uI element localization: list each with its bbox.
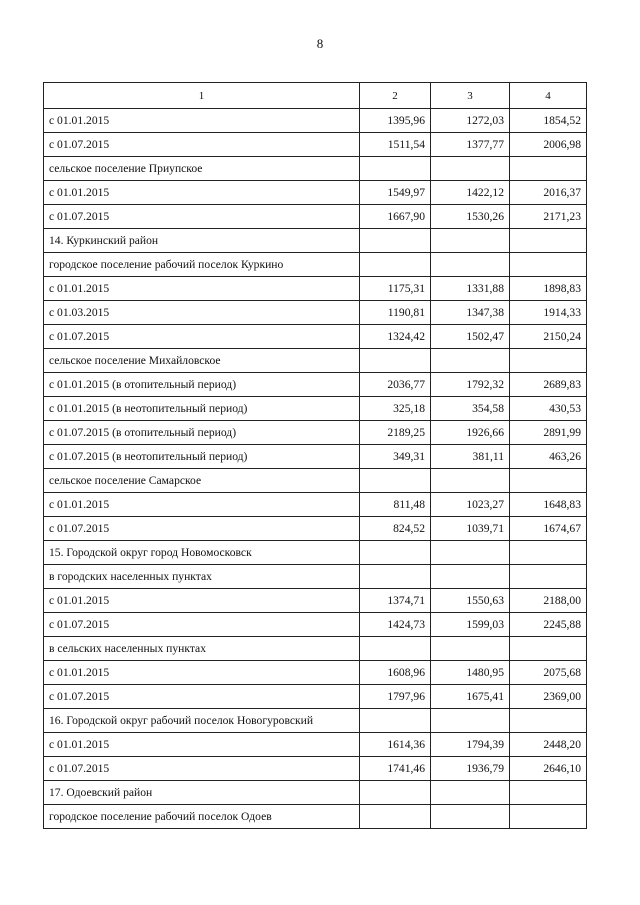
value-cell: 1599,03 (431, 613, 510, 637)
value-cell: 1854,52 (510, 109, 587, 133)
table-row (44, 637, 587, 661)
value-cell: 2016,37 (510, 181, 587, 205)
table-row (44, 181, 587, 205)
value-cell (510, 637, 587, 661)
row-label-cell: с 01.01.2015 (44, 733, 360, 757)
table-row (44, 781, 587, 805)
row-label-cell: с 01.07.2015 (44, 517, 360, 541)
value-cell (431, 253, 510, 277)
column-header: 1 (44, 83, 360, 109)
column-header: 4 (510, 83, 587, 109)
value-cell (431, 709, 510, 733)
value-cell (510, 469, 587, 493)
row-label-cell: с 01.01.2015 (44, 661, 360, 685)
value-cell: 1914,33 (510, 301, 587, 325)
value-cell (360, 805, 431, 829)
table-row (44, 157, 587, 181)
value-cell (431, 229, 510, 253)
row-label-cell: городское поселение рабочий поселок Одоев (44, 805, 360, 829)
row-label-cell: сельское поселение Михайловское (44, 349, 360, 373)
value-cell: 1549,97 (360, 181, 431, 205)
table-row (44, 205, 587, 229)
value-cell: 2448,20 (510, 733, 587, 757)
table-row (44, 325, 587, 349)
value-cell (360, 229, 431, 253)
row-label-cell: в сельских населенных пунктах (44, 637, 360, 661)
value-cell: 1797,96 (360, 685, 431, 709)
table-row (44, 757, 587, 781)
value-cell: 1926,66 (431, 421, 510, 445)
row-label-cell: с 01.07.2015 (44, 205, 360, 229)
value-cell (510, 781, 587, 805)
column-header: 3 (431, 83, 510, 109)
value-cell: 2646,10 (510, 757, 587, 781)
value-cell: 1511,54 (360, 133, 431, 157)
value-cell (360, 157, 431, 181)
value-cell: 1422,12 (431, 181, 510, 205)
value-cell (510, 565, 587, 589)
value-cell (510, 541, 587, 565)
value-cell: 1614,36 (360, 733, 431, 757)
value-cell: 1741,46 (360, 757, 431, 781)
row-label-cell: с 01.03.2015 (44, 301, 360, 325)
value-cell: 1023,27 (431, 493, 510, 517)
row-label-cell: 15. Городской округ город Новомосковск (44, 541, 360, 565)
value-cell (360, 253, 431, 277)
value-cell: 1608,96 (360, 661, 431, 685)
value-cell: 1675,41 (431, 685, 510, 709)
value-cell (360, 709, 431, 733)
value-cell: 811,48 (360, 493, 431, 517)
table-row (44, 613, 587, 637)
value-cell: 463,26 (510, 445, 587, 469)
value-cell: 1502,47 (431, 325, 510, 349)
value-cell (431, 565, 510, 589)
table-row (44, 253, 587, 277)
table-row (44, 109, 587, 133)
value-cell: 2189,25 (360, 421, 431, 445)
value-cell (510, 253, 587, 277)
column-header: 2 (360, 83, 431, 109)
row-label-cell: сельское поселение Приупское (44, 157, 360, 181)
table-row (44, 589, 587, 613)
value-cell (360, 469, 431, 493)
table-row (44, 733, 587, 757)
table-row (44, 445, 587, 469)
row-label-cell: с 01.07.2015 (44, 757, 360, 781)
value-cell: 349,31 (360, 445, 431, 469)
value-cell: 381,11 (431, 445, 510, 469)
value-cell: 2188,00 (510, 589, 587, 613)
value-cell: 2891,99 (510, 421, 587, 445)
value-cell: 1550,63 (431, 589, 510, 613)
table-row (44, 565, 587, 589)
row-label-cell: с 01.01.2015 (44, 277, 360, 301)
value-cell: 1377,77 (431, 133, 510, 157)
value-cell: 325,18 (360, 397, 431, 421)
value-cell: 1272,03 (431, 109, 510, 133)
row-label-cell: 16. Городской округ рабочий поселок Новогуровский (44, 709, 360, 733)
row-label-cell: с 01.07.2015 (44, 685, 360, 709)
row-label-cell: с 01.01.2015 (44, 181, 360, 205)
table-row (44, 709, 587, 733)
row-label-cell: с 01.07.2015 (в отопительный период) (44, 421, 360, 445)
value-cell: 354,58 (431, 397, 510, 421)
row-label-cell: в городских населенных пунктах (44, 565, 360, 589)
table-row (44, 685, 587, 709)
value-cell: 1324,42 (360, 325, 431, 349)
value-cell (360, 565, 431, 589)
row-label-cell: с 01.01.2015 (в отопительный период) (44, 373, 360, 397)
value-cell: 2006,98 (510, 133, 587, 157)
row-label-cell: с 01.07.2015 (в неотопительный период) (44, 445, 360, 469)
value-cell (510, 709, 587, 733)
tariff-table (43, 82, 587, 829)
row-label-cell: с 01.07.2015 (44, 133, 360, 157)
row-label-cell: 17. Одоевский район (44, 781, 360, 805)
value-cell: 1667,90 (360, 205, 431, 229)
value-cell (431, 637, 510, 661)
row-label-cell: с 01.07.2015 (44, 613, 360, 637)
value-cell (431, 349, 510, 373)
value-cell: 2150,24 (510, 325, 587, 349)
row-label-cell: с 01.01.2015 (44, 589, 360, 613)
table-header-row (44, 83, 587, 109)
value-cell (431, 157, 510, 181)
table-row (44, 373, 587, 397)
value-cell (360, 637, 431, 661)
row-label-cell: с 01.01.2015 (44, 109, 360, 133)
table-row (44, 469, 587, 493)
value-cell (360, 781, 431, 805)
table-row (44, 301, 587, 325)
value-cell: 1331,88 (431, 277, 510, 301)
row-label-cell: городское поселение рабочий поселок Куркино (44, 253, 360, 277)
value-cell: 1898,83 (510, 277, 587, 301)
table-body (44, 109, 587, 829)
row-label-cell: с 01.01.2015 (в неотопительный период) (44, 397, 360, 421)
table-row (44, 493, 587, 517)
value-cell: 2245,88 (510, 613, 587, 637)
table-row (44, 397, 587, 421)
value-cell (510, 157, 587, 181)
table-row (44, 517, 587, 541)
row-label-cell: с 01.07.2015 (44, 325, 360, 349)
table-row (44, 277, 587, 301)
value-cell (431, 469, 510, 493)
value-cell (431, 781, 510, 805)
table-row (44, 133, 587, 157)
value-cell: 1190,81 (360, 301, 431, 325)
row-label-cell: сельское поселение Самарское (44, 469, 360, 493)
value-cell (510, 349, 587, 373)
value-cell (431, 541, 510, 565)
value-cell: 1936,79 (431, 757, 510, 781)
value-cell (360, 349, 431, 373)
value-cell: 2036,77 (360, 373, 431, 397)
value-cell: 2075,68 (510, 661, 587, 685)
value-cell: 1374,71 (360, 589, 431, 613)
value-cell: 1424,73 (360, 613, 431, 637)
value-cell: 2369,00 (510, 685, 587, 709)
value-cell: 1648,83 (510, 493, 587, 517)
table-row (44, 805, 587, 829)
value-cell: 1792,32 (431, 373, 510, 397)
value-cell (510, 229, 587, 253)
row-label-cell: с 01.01.2015 (44, 493, 360, 517)
value-cell: 430,53 (510, 397, 587, 421)
value-cell: 1175,31 (360, 277, 431, 301)
value-cell: 1395,96 (360, 109, 431, 133)
value-cell (510, 805, 587, 829)
value-cell: 824,52 (360, 517, 431, 541)
value-cell (431, 805, 510, 829)
table-row (44, 349, 587, 373)
value-cell: 1530,26 (431, 205, 510, 229)
value-cell: 1794,39 (431, 733, 510, 757)
table-row (44, 661, 587, 685)
table-row (44, 229, 587, 253)
table-row (44, 421, 587, 445)
value-cell (360, 541, 431, 565)
table-row (44, 541, 587, 565)
value-cell: 1674,67 (510, 517, 587, 541)
value-cell: 2689,83 (510, 373, 587, 397)
value-cell: 1347,38 (431, 301, 510, 325)
value-cell: 2171,23 (510, 205, 587, 229)
page-number: 8 (316, 36, 324, 51)
value-cell: 1480,95 (431, 661, 510, 685)
value-cell: 1039,71 (431, 517, 510, 541)
row-label-cell: 14. Куркинский район (44, 229, 360, 253)
